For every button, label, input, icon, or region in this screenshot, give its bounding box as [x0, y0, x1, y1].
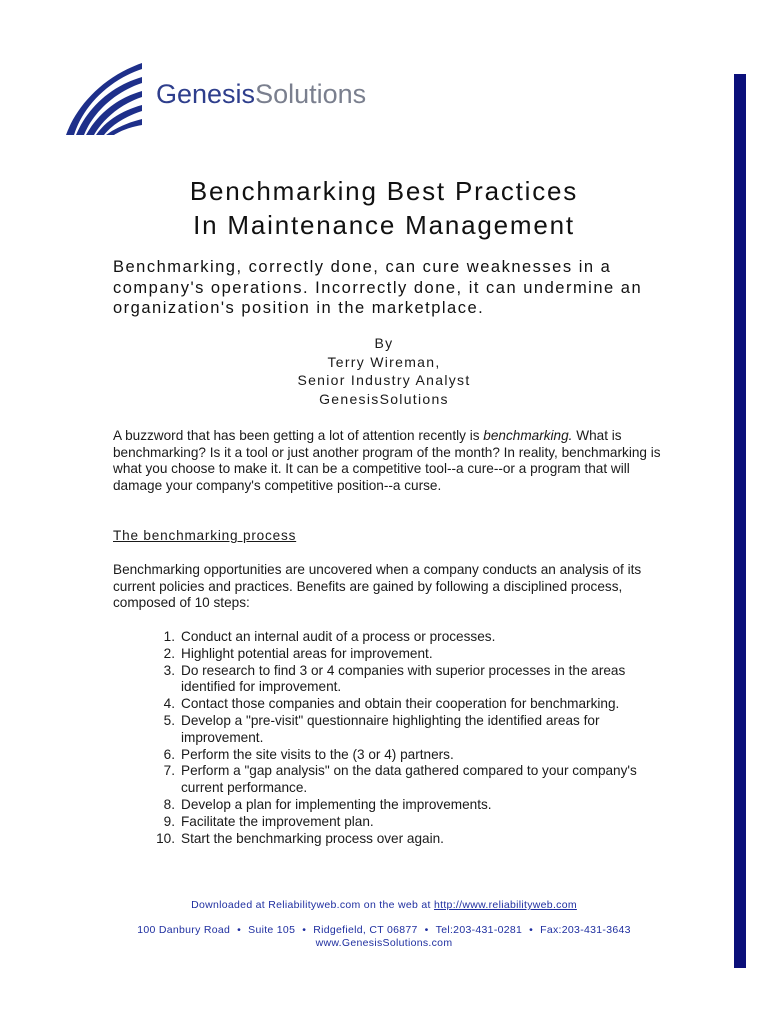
brand-name [156, 79, 366, 110]
step-number: 1. [163, 629, 175, 644]
footer-website[interactable]: www.GenesisSolutions.com [315, 937, 453, 949]
footer-separator: • [302, 924, 307, 936]
brand-name-light: Solutions [255, 79, 367, 109]
document-title-line-1: Benchmarking Best Practices [189, 176, 579, 206]
step-text: Perform the site visits to the (3 or 4) partners. [181, 746, 454, 762]
step-number: 6. [163, 746, 175, 762]
company-logo [62, 55, 372, 137]
footer-separator: • [424, 924, 429, 936]
footer-separator: • [529, 924, 534, 936]
step-number: 10. [156, 830, 175, 846]
step-text: Develop a plan for implementing the improvements. [181, 796, 492, 812]
lead-paragraph: Benchmarking, correctly done, can cure weaknesses in a company's operations. Incorrectly done, it can undermine an organization's position in the marketplace. [113, 258, 643, 317]
step-text: Conduct an internal audit of a process or processes. [181, 629, 496, 644]
step-text: Start the benchmarking process over again. [181, 830, 444, 846]
list-item [113, 831, 673, 848]
reliabilityweb-link[interactable]: http://www.reliabilityweb.com [433, 899, 577, 911]
footer-street: 100 Danbury Road [137, 924, 231, 936]
footer-contact-row [0, 924, 768, 937]
intro-text-before: A buzzword that has been getting a lot of attention recently is [113, 428, 484, 443]
step-text: Contact those companies and obtain their cooperation for benchmarking. [181, 696, 620, 712]
step-number: 7. [163, 763, 175, 779]
step-number: 2. [163, 645, 175, 661]
genesis-swoosh-icon [62, 55, 144, 137]
step-number: 5. [163, 712, 175, 728]
intro-paragraph [113, 428, 673, 494]
step-text: Develop a "pre-visit" questionnaire highlighting the identified areas for improvement. [181, 712, 600, 745]
process-intro-paragraph: Benchmarking opportunities are uncovered when a company conducts an analysis of its current policies and practices. Benefits are gained by following a disciplined process, composed of 10 steps: [113, 562, 642, 611]
step-number: 3. [163, 662, 175, 678]
byline [0, 334, 768, 408]
byline-company: GenesisSolutions [319, 390, 449, 407]
list-item [113, 646, 673, 663]
footer-city: Ridgefield, CT 06877 [313, 924, 418, 936]
step-number: 9. [163, 813, 175, 829]
step-text: Facilitate the improvement plan. [181, 813, 374, 829]
list-item [113, 629, 673, 646]
footer-fax: Fax:203-431-3643 [540, 924, 631, 936]
step-text: Perform a "gap analysis" on the data gathered compared to your company's current performance. [181, 763, 637, 796]
step-text: Highlight potential areas for improvement. [181, 645, 433, 661]
list-item [113, 747, 673, 764]
byline-by: By [374, 335, 394, 351]
byline-author: Terry Wireman, [327, 353, 441, 370]
intro-text-after: What is benchmarking? Is it a tool or just another program of the month? In reality, benchmarking is what you choose to make it. It can be a competitive tool--a cure--or a program that will damage your company's competitive position--a curse. [113, 428, 661, 493]
document-title-line-2: In Maintenance Management [193, 210, 575, 240]
process-steps-list [113, 629, 673, 847]
footer-suite: Suite 105 [248, 924, 296, 936]
list-item [113, 696, 673, 713]
footer-tel: Tel:203-431-0281 [435, 924, 523, 936]
download-text: Downloaded at Reliabilityweb.com on the web at [191, 899, 434, 911]
step-text: Do research to find 3 or 4 companies with superior processes in the areas identified for improvement. [181, 662, 626, 695]
list-item [113, 763, 673, 797]
list-item [113, 713, 673, 747]
footer-address [0, 924, 768, 950]
footer-separator: • [237, 924, 242, 936]
step-number: 8. [163, 796, 175, 812]
step-number: 4. [163, 696, 175, 712]
byline-role: Senior Industry Analyst [297, 372, 471, 388]
section-heading: The benchmarking process [113, 528, 297, 543]
list-item [113, 663, 673, 697]
list-item [113, 797, 673, 814]
list-item [113, 814, 673, 831]
intro-emphasis: benchmarking. [483, 428, 573, 443]
brand-name-bold: Genesis [156, 79, 256, 109]
download-notice [0, 899, 768, 911]
